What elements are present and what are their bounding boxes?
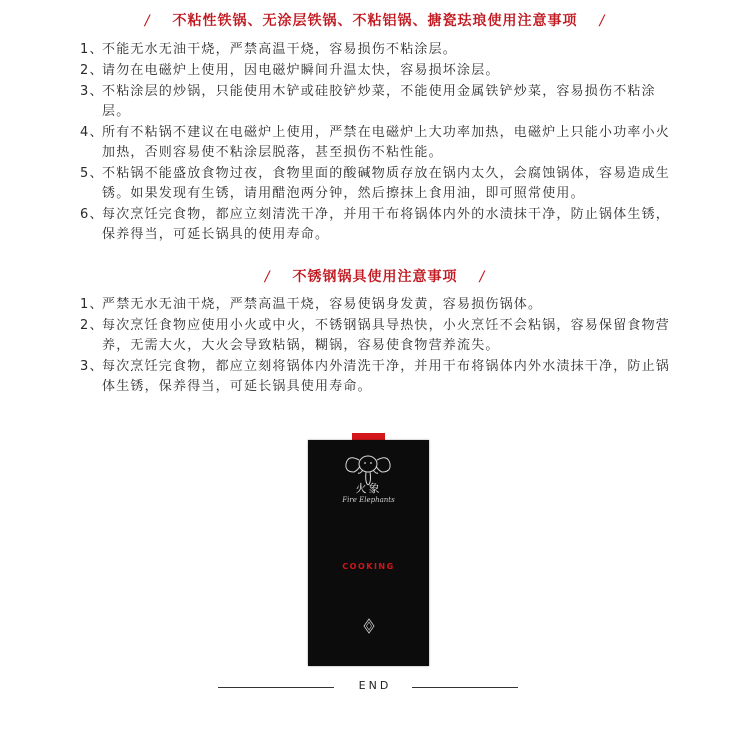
list-item — [80, 40, 680, 60]
item-text: 请勿在电磁炉上使用，因电磁炉瞬间升温太快，容易损坏涂层。 — [102, 63, 500, 78]
item-number: 5、 — [80, 166, 104, 181]
section2-list — [80, 295, 680, 398]
item-text: 严禁无水无油干烧，严禁高温干烧，容易使锅身发黄，容易损伤锅体。 — [102, 297, 543, 312]
item-number: 2、 — [80, 63, 104, 78]
section1-heading — [0, 10, 750, 30]
list-item — [80, 295, 680, 315]
section1-title: 不粘性铁锅、无涂层铁锅、不粘铝锅、搪瓷珐琅使用注意事项 — [172, 13, 578, 29]
end-footer — [0, 679, 750, 695]
item-text: 不粘锅不能盛放食物过夜，食物里面的酸碱物质存放在锅内太久，会腐蚀锅体，容易造成生锈。如果发现有生锈，请用醋泡两分钟，然后擦抹上食用油，即可照常使用。 — [102, 166, 671, 201]
item-text: 每次烹饪完食物，都应立刻将锅体内外清洗干净，并用干布将锅体内外水渍抹干净，防止锅体生锈，保养得当，可延长锅具使用寿命。 — [102, 359, 671, 394]
item-text: 每次烹饪食物应使用小火或中火，不锈钢锅具导热快，小火烹饪不会粘锅，容易保留食物营养，无需大火，大火会导致粘锅，糊锅，容易使食物营养流失。 — [102, 318, 671, 353]
item-text: 每次烹饪完食物，都应立刻清洗干净，并用干布将锅体内外的水渍抹干净，防止锅体生锈，保养得当，可延长锅具的使用寿命。 — [102, 207, 671, 242]
item-number: 3、 — [80, 84, 104, 99]
section2-title: 不锈钢锅具使用注意事项 — [292, 269, 458, 285]
brand-name-en: Fire Elephants — [342, 496, 395, 504]
diamond-emblem-icon — [363, 618, 375, 634]
heading-slash-right: / — [599, 13, 606, 29]
item-text: 所有不粘锅不建议在电磁炉上使用，严禁在电磁炉上大功率加热，电磁炉上只能小功率小火加热，否则容易使不粘涂层脱落，甚至损伤不粘性能。 — [102, 125, 671, 160]
list-item — [80, 123, 680, 163]
list-item — [80, 61, 680, 81]
section1-list — [80, 40, 680, 246]
item-number: 4、 — [80, 125, 104, 140]
section2-heading — [0, 266, 750, 286]
heading-slash-left: / — [144, 13, 151, 29]
item-number: 1、 — [80, 297, 104, 312]
list-item — [80, 82, 680, 122]
heading-slash-right: / — [479, 269, 486, 285]
item-number: 1、 — [80, 42, 104, 57]
brand-name-cn: 火象 — [355, 482, 382, 495]
list-item — [80, 164, 680, 204]
list-item — [80, 205, 680, 245]
item-text: 不粘涂层的炒锅，只能使用木铲或硅胶铲炒菜，不能使用金属铁铲炒菜，容易损伤不粘涂层。 — [102, 84, 656, 119]
list-item — [80, 316, 680, 356]
cooking-label: COOKING — [342, 562, 395, 571]
end-label: END — [358, 679, 392, 692]
heading-slash-left: / — [264, 269, 271, 285]
item-number: 6、 — [80, 207, 104, 222]
item-text: 不能无水无油干烧，严禁高温干烧，容易损伤不粘涂层。 — [102, 42, 458, 57]
list-item — [80, 357, 680, 397]
item-number: 3、 — [80, 359, 104, 374]
brand-booklet — [308, 440, 429, 666]
item-number: 2、 — [80, 318, 104, 333]
